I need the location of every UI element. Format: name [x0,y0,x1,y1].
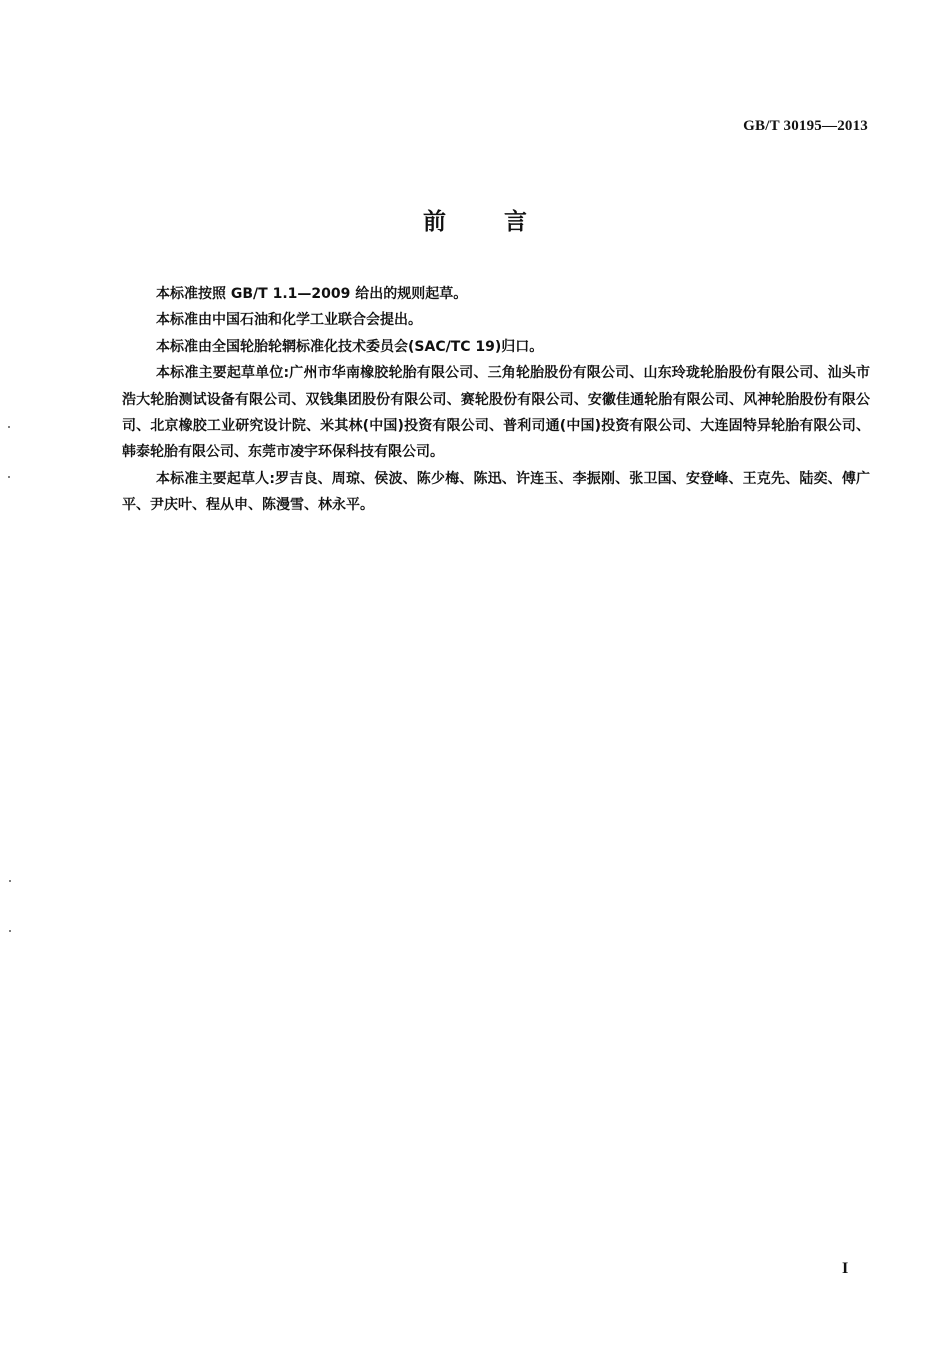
page-title-char-1: 前 [423,209,446,235]
paragraph-committee: 本标准由全国轮胎轮辋标准化技术委员会(SAC/TC 19)归口。 [156,338,544,355]
paragraph-drafters: 本标准主要起草人:罗吉良、周琼、侯波、陈少梅、陈迅、许连玉、李振刚、张卫国、安登峰、王克先、陆奕、傅广平、尹庆叶、程从申、陈漫雪、林永平。 [122,470,870,514]
preface-body [122,281,870,519]
scan-speck [9,880,11,882]
scan-speck [9,930,11,932]
page-number: I [842,1260,849,1277]
scan-speck [8,476,10,478]
paragraph-proposer: 本标准由中国石油和化学工业联合会提出。 [156,312,422,329]
page-title-char-2: 言 [504,209,527,235]
scan-speck [8,426,10,428]
paragraph-drafting-rules: 本标准按照 GB/T 1.1—2009 给出的规则起草。 [156,286,468,302]
page-title [0,203,950,236]
paragraph-drafting-units: 本标准主要起草单位:广州市华南橡胶轮胎有限公司、三角轮胎股份有限公司、山东玲珑轮胎股份有限公司、汕头市浩大轮胎测试设备有限公司、双钱集团股份有限公司、赛轮股份有限公司、安徽佳通轮胎有限公司、风神轮胎股份有限公司、北京橡胶工业研究设计院、米其林(中国)投资有限公司、普利司通(中国)投资有限公司、大连固特异轮胎有限公司、韩泰轮胎有限公司、东莞市凌宇环保科技有限公司。 [122,365,870,461]
standard-number: GB/T 30195—2013 [743,118,868,134]
